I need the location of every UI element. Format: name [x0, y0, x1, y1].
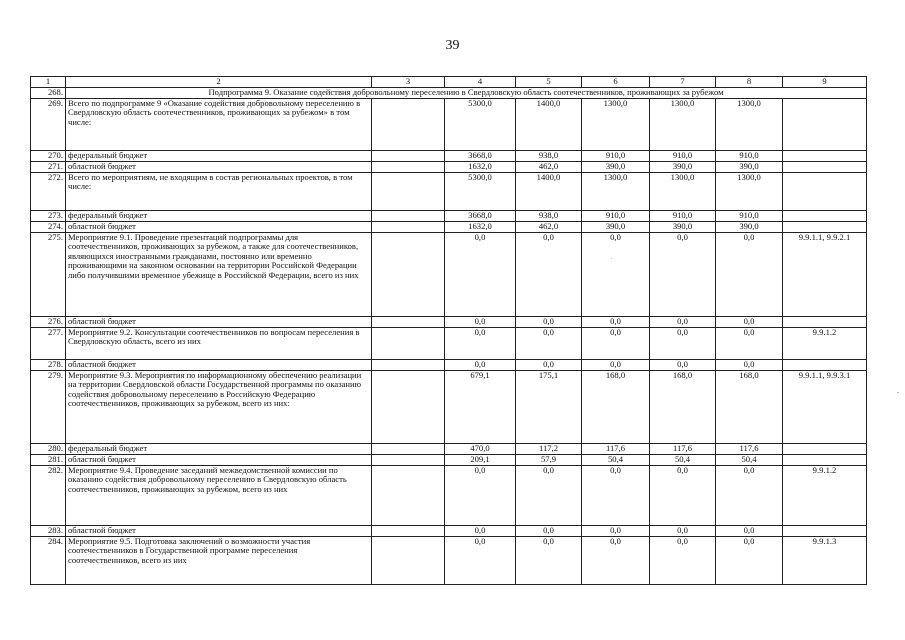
program-table — [30, 76, 867, 585]
row-number: 269. — [31, 98, 66, 150]
column-header: 8 — [716, 77, 783, 88]
value-cell: 0,0 — [445, 525, 516, 536]
row-number: 283. — [31, 525, 66, 536]
value-cell: 1300,0 — [716, 172, 783, 210]
value-cell: 390,0 — [650, 161, 716, 172]
value-cell: 0,0 — [650, 525, 716, 536]
value-cell: 910,0 — [650, 210, 716, 221]
value-cell — [372, 150, 445, 161]
row-number: 280. — [31, 443, 66, 454]
value-cell: 1400,0 — [516, 98, 582, 150]
row-description: Всего по подпрограмме 9 «Оказание содействия добровольному переселению в Свердловскую область соотечественников, проживающих за рубежом» в том числе: — [66, 98, 372, 150]
value-cell: 0,0 — [582, 316, 650, 327]
row-description: федеральный бюджет — [66, 210, 372, 221]
value-cell: 0,0 — [716, 359, 783, 370]
indicator-ref: 9.9.1.2 — [783, 465, 867, 525]
table-row — [31, 359, 867, 370]
value-cell: 470,0 — [445, 443, 516, 454]
value-cell: 5300,0 — [445, 98, 516, 150]
value-cell: 1632,0 — [445, 161, 516, 172]
indicator-ref — [783, 210, 867, 221]
value-cell — [372, 536, 445, 584]
value-cell: 0,0 — [516, 525, 582, 536]
indicator-ref: 9.9.1.1, 9.9.3.1 — [783, 370, 867, 443]
value-cell — [372, 370, 445, 443]
value-cell: 0,0 — [650, 359, 716, 370]
value-cell: 0,0 — [650, 465, 716, 525]
row-number: 273. — [31, 210, 66, 221]
value-cell: 1300,0 — [582, 98, 650, 150]
indicator-ref — [783, 172, 867, 210]
row-number: 282. — [31, 465, 66, 525]
indicator-ref — [783, 454, 867, 465]
row-description: Мероприятие 9.2. Консультации соотечественников по вопросам переселения в Свердловскую область, всего из них — [66, 327, 372, 359]
value-cell: 938,0 — [516, 150, 582, 161]
value-cell: 0,0 — [650, 316, 716, 327]
value-cell: 910,0 — [716, 210, 783, 221]
table-row — [31, 150, 867, 161]
value-cell: 910,0 — [582, 210, 650, 221]
value-cell — [372, 172, 445, 210]
column-header: 6 — [582, 77, 650, 88]
row-number: 281. — [31, 454, 66, 465]
subprogram-title: Подпрограмма 9. Оказание содействия добровольному переселению в Свердловскую область соотечественников, проживающих за рубежом — [66, 88, 867, 99]
value-cell: 0,0 — [445, 359, 516, 370]
value-cell — [372, 210, 445, 221]
value-cell: 0,0 — [445, 536, 516, 584]
value-cell: 0,0 — [516, 316, 582, 327]
value-cell: 0,0 — [650, 536, 716, 584]
column-header: 7 — [650, 77, 716, 88]
table-row — [31, 465, 867, 525]
value-cell: 462,0 — [516, 221, 582, 232]
page-number: 39 — [445, 38, 460, 53]
value-cell: 117,6 — [716, 443, 783, 454]
value-cell: 0,0 — [582, 525, 650, 536]
scan-mark — [897, 392, 899, 393]
indicator-ref: 9.9.1.1, 9.9.2.1 — [783, 232, 867, 316]
value-cell: 1300,0 — [650, 172, 716, 210]
column-header-row — [31, 77, 867, 88]
value-cell: 0,0 — [716, 536, 783, 584]
value-cell: 168,0 — [582, 370, 650, 443]
row-number: 284. — [31, 536, 66, 584]
value-cell: 0,0 — [716, 232, 783, 316]
row-number: 268. — [31, 88, 66, 99]
value-cell — [372, 454, 445, 465]
value-cell: 0,0 — [716, 465, 783, 525]
indicator-ref — [783, 161, 867, 172]
value-cell: 5300,0 — [445, 172, 516, 210]
table-row — [31, 210, 867, 221]
value-cell: 390,0 — [716, 161, 783, 172]
table-row — [31, 161, 867, 172]
row-description: федеральный бюджет — [66, 150, 372, 161]
row-description: областной бюджет — [66, 525, 372, 536]
value-cell: 0,0 — [445, 316, 516, 327]
row-number: 274. — [31, 221, 66, 232]
indicator-ref: 9.9.1.2 — [783, 327, 867, 359]
value-cell: 0,0 — [516, 327, 582, 359]
value-cell — [372, 221, 445, 232]
indicator-ref: 9.9.1.3 — [783, 536, 867, 584]
value-cell: 938,0 — [516, 210, 582, 221]
value-cell: 0,0 — [445, 465, 516, 525]
value-cell: 175,1 — [516, 370, 582, 443]
value-cell: 0,0 — [582, 327, 650, 359]
value-cell: 0,0 — [582, 359, 650, 370]
value-cell: 390,0 — [582, 221, 650, 232]
value-cell: 0,0 — [716, 525, 783, 536]
row-number: 278. — [31, 359, 66, 370]
table-row — [31, 172, 867, 210]
value-cell: 462,0 — [516, 161, 582, 172]
subprogram-row — [31, 88, 867, 99]
value-cell — [372, 465, 445, 525]
value-cell: 0,0 — [445, 232, 516, 316]
value-cell: 1632,0 — [445, 221, 516, 232]
value-cell: 168,0 — [650, 370, 716, 443]
value-cell — [372, 443, 445, 454]
value-cell — [372, 161, 445, 172]
row-number: 277. — [31, 327, 66, 359]
value-cell: 0,0 — [582, 232, 650, 316]
table-row — [31, 232, 867, 316]
row-description: областной бюджет — [66, 316, 372, 327]
value-cell: 0,0 — [716, 316, 783, 327]
value-cell: 0,0 — [650, 232, 716, 316]
indicator-ref — [783, 359, 867, 370]
row-description: федеральный бюджет — [66, 443, 372, 454]
row-number: 270. — [31, 150, 66, 161]
row-description: Мероприятие 9.3. Мероприятия по информационному обеспечению реализации на территории Свердловской области Государственной программы по оказанию содействия добровольному переселению в Российскую Федерацию соотечественников, проживающих за рубежом, всего из них: — [66, 370, 372, 443]
value-cell — [372, 327, 445, 359]
table-row — [31, 98, 867, 150]
row-description: областной бюджет — [66, 221, 372, 232]
indicator-ref — [783, 525, 867, 536]
table-row — [31, 536, 867, 584]
table-body — [31, 77, 867, 585]
column-header: 4 — [445, 77, 516, 88]
value-cell: 1300,0 — [650, 98, 716, 150]
column-header: 3 — [372, 77, 445, 88]
value-cell — [372, 525, 445, 536]
row-number: 271. — [31, 161, 66, 172]
row-description: Мероприятие 9.5. Подготовка заключений о возможности участия соотечественников в Государственной программе переселения соотечественников, всего из них — [66, 536, 372, 584]
value-cell: 50,4 — [650, 454, 716, 465]
table-row — [31, 525, 867, 536]
table-row — [31, 370, 867, 443]
row-description: областной бюджет — [66, 454, 372, 465]
value-cell: 50,4 — [582, 454, 650, 465]
row-description: областной бюджет — [66, 161, 372, 172]
column-header: 2 — [66, 77, 372, 88]
value-cell: 1300,0 — [582, 172, 650, 210]
indicator-ref — [783, 150, 867, 161]
value-cell — [372, 232, 445, 316]
value-cell: 117,6 — [582, 443, 650, 454]
value-cell: 0,0 — [650, 327, 716, 359]
row-number: 275. — [31, 232, 66, 316]
column-header: 9 — [783, 77, 867, 88]
value-cell: 390,0 — [582, 161, 650, 172]
value-cell: 0,0 — [582, 536, 650, 584]
table-row — [31, 454, 867, 465]
value-cell: 3668,0 — [445, 150, 516, 161]
table-row — [31, 316, 867, 327]
row-description: областной бюджет — [66, 359, 372, 370]
value-cell — [372, 359, 445, 370]
row-number: 276. — [31, 316, 66, 327]
value-cell: 390,0 — [716, 221, 783, 232]
value-cell: 0,0 — [516, 536, 582, 584]
value-cell: 1400,0 — [516, 172, 582, 210]
row-description: Мероприятие 9.4. Проведение заседаний межведомственной комиссии по оказанию содействия добровольному переселению в Свердловскую область соотечественников, проживающих за рубежом, всего из них — [66, 465, 372, 525]
indicator-ref — [783, 98, 867, 150]
value-cell: 117,6 — [650, 443, 716, 454]
column-header: 5 — [516, 77, 582, 88]
indicator-ref — [783, 316, 867, 327]
value-cell: 57,9 — [516, 454, 582, 465]
value-cell: 50,4 — [716, 454, 783, 465]
table-row — [31, 443, 867, 454]
column-header: 1 — [31, 77, 66, 88]
value-cell: 390,0 — [650, 221, 716, 232]
value-cell: 209,1 — [445, 454, 516, 465]
row-number: 272. — [31, 172, 66, 210]
value-cell: 910,0 — [716, 150, 783, 161]
scan-mark — [611, 258, 612, 259]
value-cell: 0,0 — [445, 327, 516, 359]
value-cell: 3668,0 — [445, 210, 516, 221]
value-cell: 1300,0 — [716, 98, 783, 150]
value-cell: 0,0 — [582, 465, 650, 525]
table-row — [31, 221, 867, 232]
table-row — [31, 327, 867, 359]
value-cell: 0,0 — [516, 465, 582, 525]
value-cell: 117,2 — [516, 443, 582, 454]
value-cell: 0,0 — [516, 232, 582, 316]
value-cell: 0,0 — [516, 359, 582, 370]
value-cell — [372, 316, 445, 327]
value-cell: 910,0 — [650, 150, 716, 161]
row-number: 279. — [31, 370, 66, 443]
value-cell — [372, 98, 445, 150]
value-cell: 0,0 — [716, 327, 783, 359]
indicator-ref — [783, 221, 867, 232]
value-cell: 679,1 — [445, 370, 516, 443]
value-cell: 168,0 — [716, 370, 783, 443]
row-description: Мероприятие 9.1. Проведение презентаций подпрограммы для соотечественников, проживающих за рубежом, а также для соотечественников, являющихся иностранными гражданами, постоянно или временно проживающими на законном основании на территории Российской Федерации либо получившими временное убежище в Российской Федерации, всего из них — [66, 232, 372, 316]
row-description: Всего по мероприятиям, не входящим в состав региональных проектов, в том числе: — [66, 172, 372, 210]
indicator-ref — [783, 443, 867, 454]
value-cell: 910,0 — [582, 150, 650, 161]
